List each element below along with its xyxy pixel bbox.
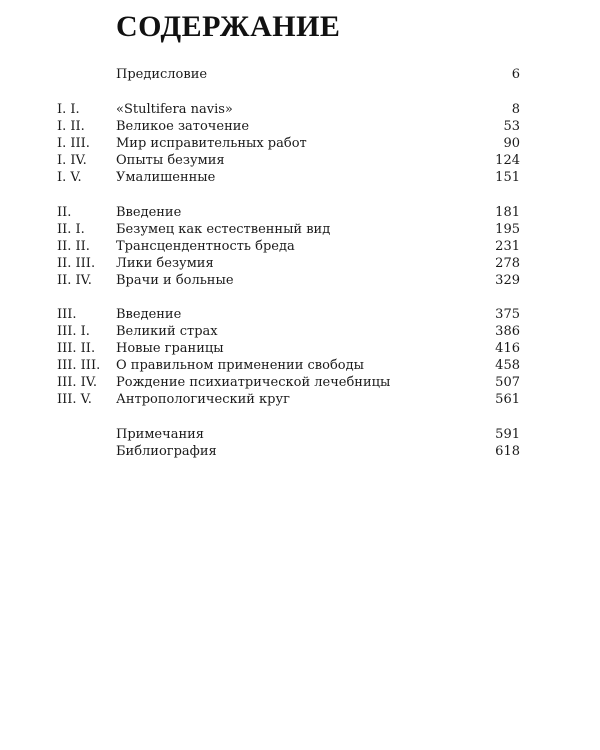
toc-entry-page: 6 — [511, 67, 520, 82]
toc-entry-number: II. III. — [57, 256, 96, 271]
toc-entry-label: Великое заточение — [116, 119, 250, 134]
toc-entry[interactable] — [0, 238, 600, 255]
toc-entry-number: III. V. — [57, 392, 92, 407]
toc-entry-label: Безумец как естественный вид — [116, 222, 331, 237]
toc-entry-page: 195 — [495, 222, 520, 237]
toc-entry-label: «Stultifera navis» — [116, 102, 233, 117]
toc-entry[interactable] — [0, 221, 600, 238]
toc-entry-label: Предисловие — [116, 67, 208, 82]
toc-entry-page: 416 — [495, 341, 520, 356]
toc-entry-label: Рождение психиатрической лечебницы — [116, 375, 391, 390]
toc-entry-number: III. II. — [57, 341, 96, 356]
toc-entry-number: III. IV. — [57, 375, 98, 390]
toc-entry-number: I. II. — [57, 119, 85, 134]
toc-entry-page: 181 — [495, 205, 520, 220]
toc-entry[interactable] — [0, 323, 600, 340]
toc-entry-page: 90 — [503, 136, 520, 151]
page-title: СОДЕРЖАНИЕ — [116, 10, 341, 43]
toc-entry-number: II. — [57, 205, 72, 220]
toc-entry-page: 124 — [495, 153, 520, 168]
toc-entry[interactable] — [0, 391, 600, 408]
toc-entry-label: Введение — [116, 205, 182, 220]
toc-entry[interactable] — [0, 272, 600, 289]
toc-entry[interactable] — [0, 152, 600, 169]
toc-entry-number: III. I. — [57, 324, 90, 339]
toc-entry[interactable] — [0, 204, 600, 221]
toc-entry-number: I. V. — [57, 170, 82, 185]
toc-entry[interactable] — [0, 255, 600, 272]
toc-entry[interactable] — [0, 340, 600, 357]
toc-entry-label: Трансцендентность бреда — [116, 239, 295, 254]
toc-entry-label: Примечания — [116, 427, 205, 442]
toc-entry-page: 507 — [495, 375, 520, 390]
toc-entry-page: 375 — [495, 307, 520, 322]
toc-entry-bibliography[interactable] — [0, 443, 600, 460]
toc-entry-number: II. II. — [57, 239, 90, 254]
toc-entry[interactable] — [0, 169, 600, 186]
toc-entry-label: Мир исправительных работ — [116, 136, 307, 151]
toc-entry[interactable] — [0, 374, 600, 391]
toc-entry-page: 329 — [495, 273, 520, 288]
toc-entry[interactable] — [0, 101, 600, 118]
toc-entry-number: I. I. — [57, 102, 80, 117]
toc-entry-page: 591 — [495, 427, 520, 442]
toc-entry-page: 53 — [503, 119, 520, 134]
toc-entry-label: Библиография — [116, 444, 217, 459]
toc-entry-number: II. I. — [57, 222, 85, 237]
toc-entry-label: Умалишенные — [116, 170, 216, 185]
toc-entry[interactable] — [0, 135, 600, 152]
toc-entry-label: Лики безумия — [116, 256, 214, 271]
toc-entry-label: Врачи и больные — [116, 273, 234, 288]
toc-entry-page: 561 — [495, 392, 520, 407]
toc-entry-number: III. III. — [57, 358, 101, 373]
toc-entry-number: I. IV. — [57, 153, 87, 168]
toc-entry-page: 386 — [495, 324, 520, 339]
toc-entry[interactable] — [0, 306, 600, 323]
toc-entry-preface[interactable] — [0, 66, 600, 83]
toc-entry-page: 278 — [495, 256, 520, 271]
toc-entry-label: Опыты безумия — [116, 153, 225, 168]
toc-entry-label: О правильном применении свободы — [116, 358, 364, 373]
toc-entry[interactable] — [0, 357, 600, 374]
toc-entry-page: 231 — [495, 239, 520, 254]
toc-entry-page: 8 — [511, 102, 520, 117]
toc-entry-number: III. — [57, 307, 77, 322]
toc-entry-label: Антропологический круг — [116, 392, 290, 407]
toc-entry-page: 151 — [495, 170, 520, 185]
toc-entry[interactable] — [0, 118, 600, 135]
toc-entry-notes[interactable] — [0, 426, 600, 443]
toc-entry-page: 618 — [495, 444, 520, 459]
toc-entry-page: 458 — [495, 358, 520, 373]
toc-entry-number: I. III. — [57, 136, 90, 151]
toc-entry-label: Новые границы — [116, 341, 224, 356]
toc-entry-number: II. IV. — [57, 273, 92, 288]
toc-entry-label: Введение — [116, 307, 182, 322]
toc-entry-label: Великий страх — [116, 324, 218, 339]
